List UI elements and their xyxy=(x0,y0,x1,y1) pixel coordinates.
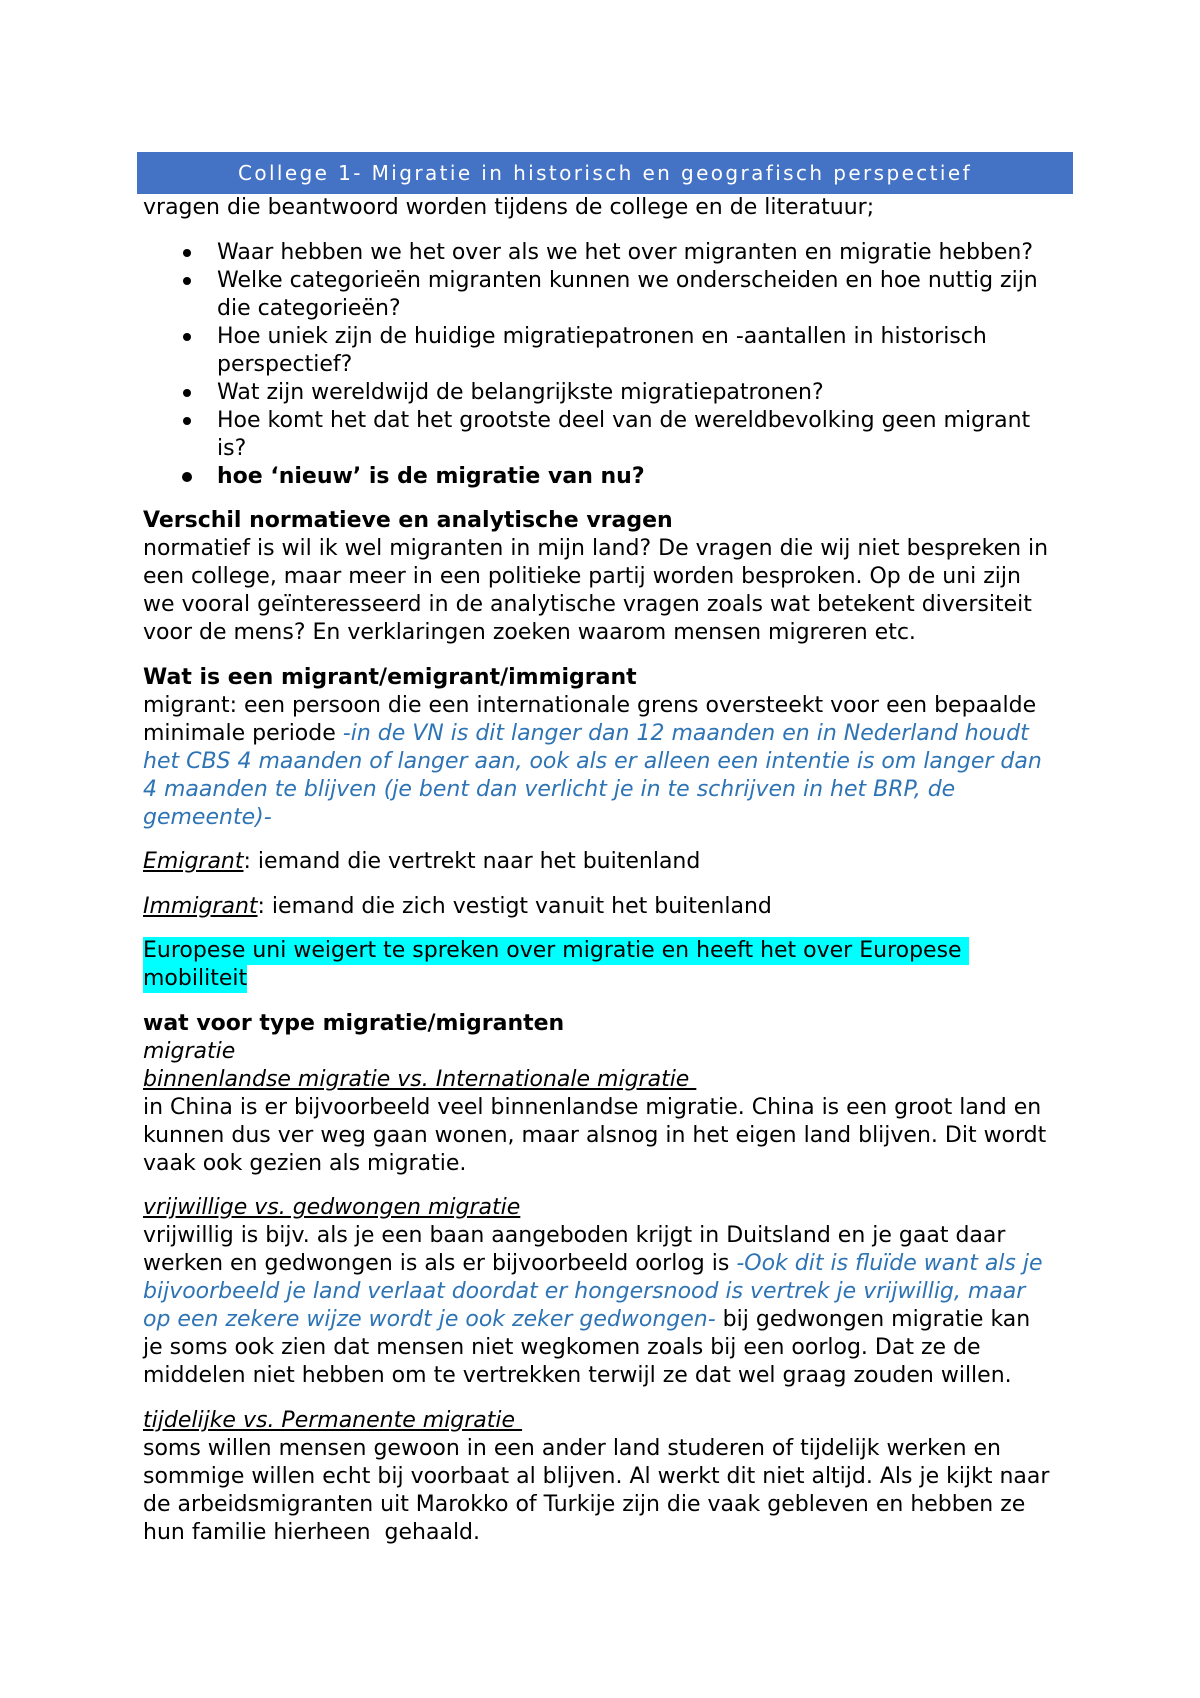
list-item xyxy=(143,267,1143,323)
highlighted-text: Europese uni weigert te spreken over migratie en heeft het over Europese xyxy=(143,938,969,963)
migrant-definition-section xyxy=(143,664,1143,832)
title-banner xyxy=(137,152,1073,194)
question-list xyxy=(143,239,1143,491)
document-body xyxy=(143,194,1143,1563)
text-line: kunnen dus ver weg gaan wonen, maar alsnog in het eigen land blijven. Dit wordt xyxy=(143,1122,1047,1148)
voluntary-forced-section xyxy=(143,1194,1143,1390)
subsection-title-line xyxy=(143,1194,1143,1222)
text-line: sommige willen echt bij voorbaat al blijven. Al werkt dit niet altijd. Als je kijkt naar xyxy=(143,1463,1050,1489)
text-line xyxy=(143,893,1143,921)
bullet-icon xyxy=(183,389,191,397)
text-line: migrant: een persoon die een internationale grens oversteekt voor een bepaalde xyxy=(143,692,1037,718)
section-heading: Wat is een migrant/emigrant/immigrant xyxy=(143,664,637,690)
list-item-text: Welke categorieën migranten kunnen we onderscheiden en hoe nuttig zijn xyxy=(217,267,1038,293)
text-line xyxy=(143,1250,1143,1278)
list-item-text: Waar hebben we het over als we het over migranten en migratie hebben? xyxy=(217,239,1034,265)
note-line: het CBS 4 maanden of langer aan, ook als er alleen een intentie is om langer dan xyxy=(143,748,1042,774)
normative-section xyxy=(143,507,1143,647)
text-run: werken en gedwongen is als er bijvoorbeeld oorlog is xyxy=(143,1251,737,1276)
note-line: bijvoorbeeld je land verlaat doordat er hongersnood is vertrek je vrijwillig, maar xyxy=(143,1279,1026,1304)
bullet-icon xyxy=(183,333,191,341)
bullet-icon xyxy=(182,472,192,482)
subsection-title-line xyxy=(143,1407,1143,1435)
text-line: vaak ook gezien als migratie. xyxy=(143,1150,467,1176)
list-item-text: Hoe uniek zijn de huidige migratiepatronen en -aantallen in historisch xyxy=(217,323,987,349)
list-item xyxy=(143,323,1143,379)
subsection-title-line xyxy=(143,1066,1143,1094)
text-line: vrijwillig is bijv. als je een baan aangeboden krijgt in Duitsland en je gaat daar xyxy=(143,1223,1006,1248)
text-line: normatief is wil ik wel migranten in mijn land? De vragen die wij niet bespreken in xyxy=(143,536,1049,561)
text-line xyxy=(143,720,1143,748)
text-line xyxy=(143,937,1143,965)
subheading: migratie xyxy=(143,1038,236,1064)
list-item-text: hoe ‘nieuw’ is de migratie van nu? xyxy=(217,463,645,489)
definition-text: : iemand die vertrekt naar het buitenland xyxy=(243,849,701,874)
list-item xyxy=(143,463,1143,491)
text-line: hun familie hierheen gehaald. xyxy=(143,1519,481,1545)
temporary-permanent-section xyxy=(143,1407,1143,1547)
highlighted-text: mobiliteit xyxy=(143,966,248,991)
text-line: soms willen mensen gewoon in een ander land studeren of tijdelijk werken en xyxy=(143,1435,1001,1461)
note-line: 4 maanden te blijven (je bent dan verlicht je in te schrijven in het BRP, de xyxy=(143,776,956,802)
section-heading: Verschil normatieve en analytische vragen xyxy=(143,508,673,533)
bullet-icon xyxy=(183,249,191,257)
list-item-text: Hoe komt het dat het grootste deel van de wereldbevolking geen migrant xyxy=(217,407,1031,433)
note-run: op een zekere wijze wordt je ook zeker gedwongen- xyxy=(143,1307,716,1332)
page-title: College 1- Migratie in historisch en geografisch perspectief xyxy=(237,161,973,185)
text-line xyxy=(143,848,1143,876)
subsection-title: tijdelijke vs. Permanente migratie xyxy=(143,1407,523,1433)
note-run: -Ook dit is fluïde want als je xyxy=(736,1251,1043,1276)
definition-text: : iemand die zich vestigt vanuit het buitenland xyxy=(257,893,772,919)
text-line: voor de mens? En verklaringen zoeken waarom mensen migreren etc. xyxy=(143,620,916,645)
list-item xyxy=(143,379,1143,407)
highlighted-note xyxy=(143,937,1143,993)
note-run: -in de VN is dit langer dan 12 maanden en in Nederland houdt xyxy=(342,720,1029,746)
intro-paragraph xyxy=(143,194,1143,222)
subsection-title: binnenlandse migratie vs. Internationale migratie xyxy=(143,1066,697,1092)
text-line xyxy=(143,965,1143,993)
term-emigrant: Emigrant xyxy=(143,849,244,874)
emigrant-definition xyxy=(143,848,1143,876)
list-item-text: Wat zijn wereldwijd de belangrijkste migratiepatronen? xyxy=(217,379,824,405)
text-run: minimale periode xyxy=(143,720,343,746)
term-immigrant: Immigrant xyxy=(143,893,258,919)
text-line: middelen niet hebben om te vertrekken terwijl ze dat wel graag zouden willen. xyxy=(143,1363,1012,1388)
text-line: een college, maar meer in een politieke partij worden besproken. Op de uni zijn xyxy=(143,564,1021,589)
text-line xyxy=(143,1306,1143,1334)
note-line: gemeente)- xyxy=(143,804,272,830)
bullet-icon xyxy=(183,277,191,285)
intro-text: vragen die beantwoord worden tijdens de college en de literatuur; xyxy=(143,195,875,220)
list-item xyxy=(143,407,1143,463)
subsection-title: vrijwillige vs. gedwongen migratie xyxy=(143,1195,521,1220)
bullet-icon xyxy=(183,417,191,425)
section-heading: wat voor type migratie/migranten xyxy=(143,1010,565,1036)
list-item-text: perspectief? xyxy=(217,351,353,377)
list-item-text: die categorieën? xyxy=(217,295,401,321)
text-line: je soms ook zien dat mensen niet wegkomen zoals bij een oorlog. Dat ze de xyxy=(143,1335,981,1360)
list-item xyxy=(143,239,1143,267)
text-line: we vooral geïnteresseerd in de analytische vragen zoals wat betekent diversiteit xyxy=(143,592,1032,617)
text-line: de arbeidsmigranten uit Marokko of Turkije zijn die vaak gebleven en hebben ze xyxy=(143,1491,1026,1517)
text-line: in China is er bijvoorbeeld veel binnenlandse migratie. China is een groot land en xyxy=(143,1094,1042,1120)
text-run: bij gedwongen migratie kan xyxy=(715,1307,1031,1332)
migration-types-section xyxy=(143,1010,1143,1178)
immigrant-definition xyxy=(143,893,1143,921)
list-item-text: is? xyxy=(217,435,247,461)
